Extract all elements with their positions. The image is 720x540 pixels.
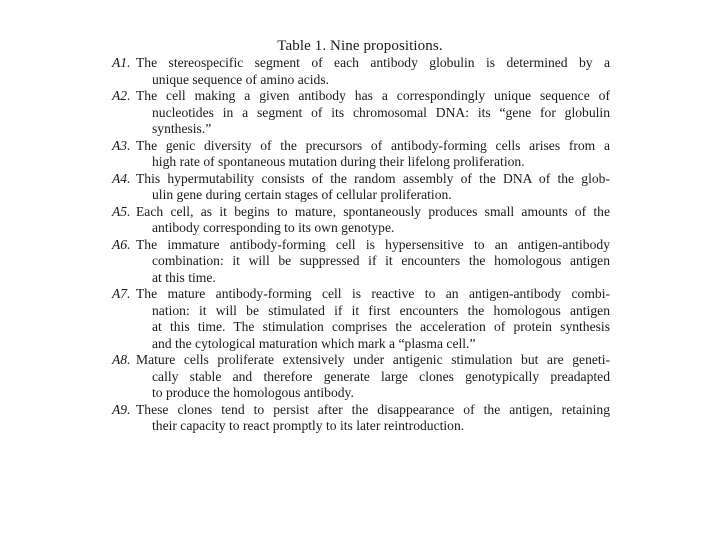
proposition-line: Each cell, as it begins to mature, spontaneously produces small amounts of the (136, 203, 610, 219)
proposition-line: at this time. (152, 269, 216, 285)
proposition-label: A8. (112, 352, 131, 367)
proposition-label: A2. (112, 88, 131, 103)
proposition-line: to produce the homologous antibody. (152, 385, 354, 400)
proposition-line: ulin gene during certain stages of cellular proliferation. (152, 187, 452, 202)
proposition-text (136, 402, 610, 435)
proposition-line: Mature cells proliferate extensively under antigenic stimulation but are geneti- (136, 352, 610, 367)
proposition-line: The genic diversity of the precursors of antibody-forming cells arises from a (136, 137, 610, 153)
proposition-line: high rate of spontaneous mutation during their lifelong proliferation. (152, 154, 525, 169)
proposition-a8 (112, 352, 610, 402)
proposition-line: The mature antibody-forming cell is reactive to an antigen-antibody combi- (136, 286, 610, 301)
proposition-a3 (112, 138, 610, 171)
proposition-line: unique sequence of amino acids. (152, 71, 330, 87)
proposition-line: combination: it will be suppressed if it encounters the homologous antigen (152, 253, 610, 268)
proposition-a4 (112, 171, 610, 204)
proposition-a2 (112, 88, 610, 138)
proposition-line: nucleotides in a segment of its chromosomal DNA: its “gene for globulin (152, 104, 610, 120)
propositions-list (112, 55, 610, 435)
proposition-line: The immature antibody-forming cell is hypersensitive to an antigen-antibody (136, 236, 610, 252)
proposition-line: These clones tend to persist after the disappearance of the antigen, retaining (136, 401, 610, 417)
proposition-text (136, 88, 610, 138)
proposition-label: A1. (112, 55, 131, 70)
proposition-text (136, 352, 610, 402)
proposition-line: their capacity to react promptly to its later reintroduction. (152, 418, 465, 433)
proposition-line: synthesis.” (152, 121, 212, 136)
proposition-text (136, 171, 610, 204)
proposition-label: A6. (112, 236, 131, 252)
proposition-line: The stereospecific segment of each antibody globulin is determined by a (136, 55, 610, 70)
proposition-text (136, 286, 610, 352)
proposition-text (136, 204, 610, 237)
proposition-a6 (112, 237, 610, 287)
proposition-label: A3. (112, 137, 131, 153)
table-title: Table 1. Nine propositions. (277, 38, 443, 54)
proposition-a5 (112, 204, 610, 237)
proposition-text (136, 237, 610, 287)
proposition-a1 (112, 55, 610, 88)
proposition-text (136, 138, 610, 171)
proposition-line: The cell making a given antibody has a correspondingly unique sequence of (136, 88, 610, 103)
proposition-a7 (112, 286, 610, 352)
proposition-line: antibody corresponding to its own genotype. (152, 220, 395, 235)
proposition-label: A4. (112, 170, 131, 186)
proposition-line: and the cytological maturation which mark a “plasma cell.” (152, 335, 476, 351)
proposition-label: A7. (112, 286, 131, 301)
proposition-label: A5. (112, 203, 131, 219)
proposition-line: cally stable and therefore generate large clones genotypically preadapted (152, 368, 610, 384)
proposition-label: A9. (112, 401, 131, 417)
proposition-line: This hypermutability consists of the random assembly of the DNA of the glob- (136, 170, 610, 186)
proposition-a9 (112, 402, 610, 435)
proposition-line: nation: it will be stimulated if it first encounters the homologous antigen (152, 302, 610, 318)
proposition-line: at this time. The stimulation comprises the acceleration of protein synthesis (152, 319, 610, 334)
proposition-text (136, 55, 610, 88)
